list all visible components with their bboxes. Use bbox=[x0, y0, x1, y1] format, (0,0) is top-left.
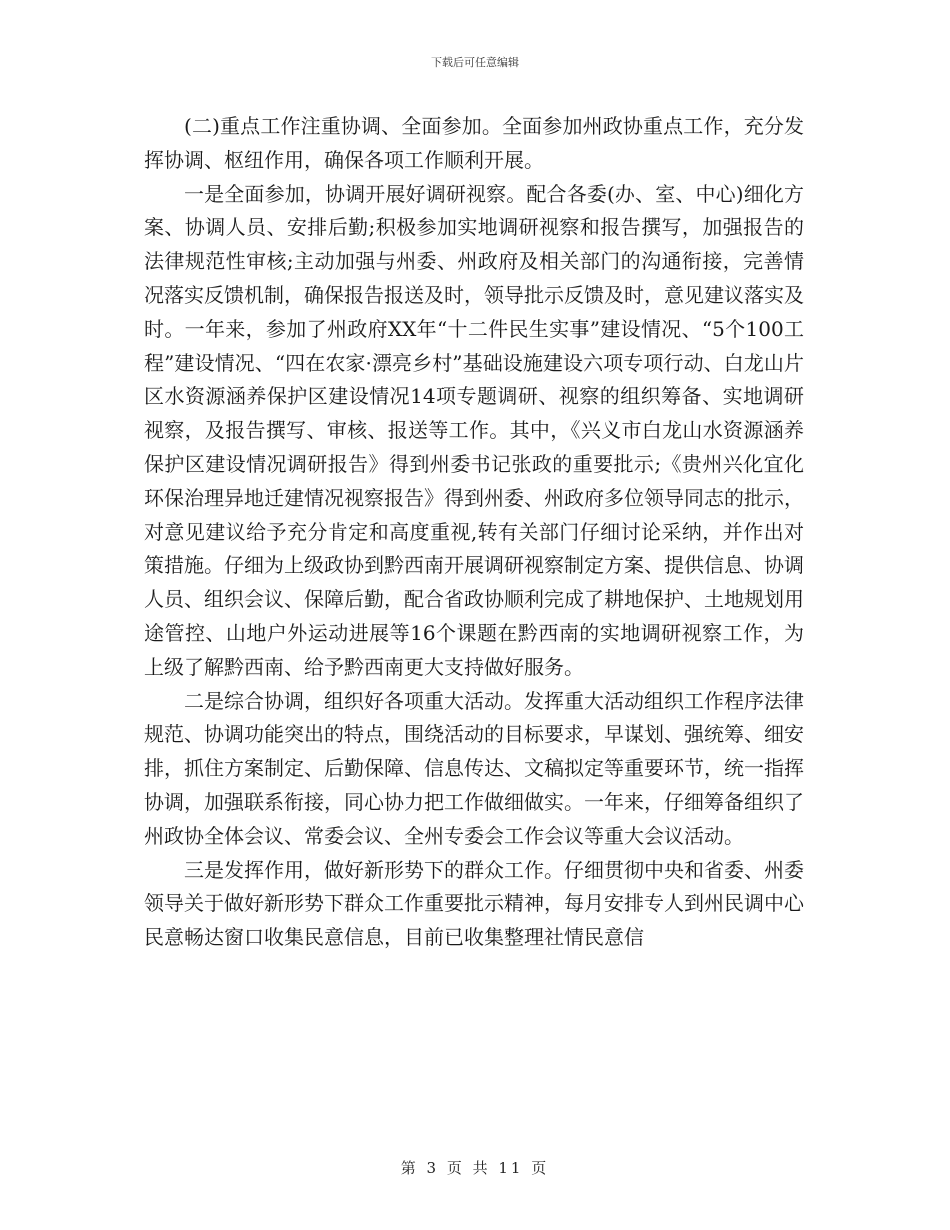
page-number-footer: 第 3 页 共 11 页 bbox=[400, 1159, 550, 1177]
document-body bbox=[144, 110, 804, 955]
page-header-note: 下载后可任意编辑 bbox=[431, 56, 519, 69]
paragraph-major-activities: 二是综合协调，组织好各项重大活动。发挥重大活动组织工作程序法律规范、协调功能突出的特点，围绕活动的目标要求，早谋划、强统筹、细安排，抓住方案制定、后勤保障、信息传达、文稿拟定等重要环节，统一指挥协调，加强联系衔接，同心协力把工作做细做实。一年来，仔细筹备组织了州政协全体会议、常委会议、全州专委会工作会议等重大会议活动。 bbox=[144, 688, 804, 848]
paragraph-key-work-coordination: (二)重点工作注重协调、全面参加。全面参加州政协重点工作，充分发挥协调、枢纽作用，确保各项工作顺利开展。 bbox=[144, 114, 804, 172]
paragraph-research-inspection: 一是全面参加，协调开展好调研视察。配合各委(办、室、中心)细化方案、协调人员、安排后勤;积极参加实地调研视察和报告撰写，加强报告的法律规范性审核;主动加强与州委、州政府及相关部门的沟通衔接，完善情况落实反馈机制，确保报告报送及时，领导批示反馈及时，意见建议落实及时。一年来，参加了州政府XX年“十二件民生实事”建设情况、“5个100工程”建设情况、“四在农家·漂亮乡村”基础设施建设六项专项行动、白龙山片区水资源涵养保护区建设情况14项专题调研、视察的组织筹备、实地调研视察，及报告撰写、审核、报送等工作。其中，《兴义市白龙山水资源涵养保护区建设情况调研报告》得到州委书记张政的重要批示;《贵州兴化宜化环保治理异地迁建情况视察报告》得到州委、州政府多位领导同志的批示，对意见建议给予充分肯定和高度重视,转有关部门仔细讨论采纳，并作出对策措施。仔细为上级政协到黔西南开展调研视察制定方案、提供信息、协调人员、组织会议、保障后勤，配合省政协顺利完成了耕地保护、土地规划用途管控、山地户外运动进展等16个课题在黔西南的实地调研视察工作，为上级了解黔西南、给予黔西南更大支持做好服务。 bbox=[144, 181, 804, 679]
paragraph-mass-work: 三是发挥作用，做好新形势下的群众工作。仔细贯彻中央和省委、州委领导关于做好新形势下群众工作重要批示精神，每月安排专人到州民调中心民意畅达窗口收集民意信息，目前已收集整理社情民意信 bbox=[144, 857, 804, 950]
